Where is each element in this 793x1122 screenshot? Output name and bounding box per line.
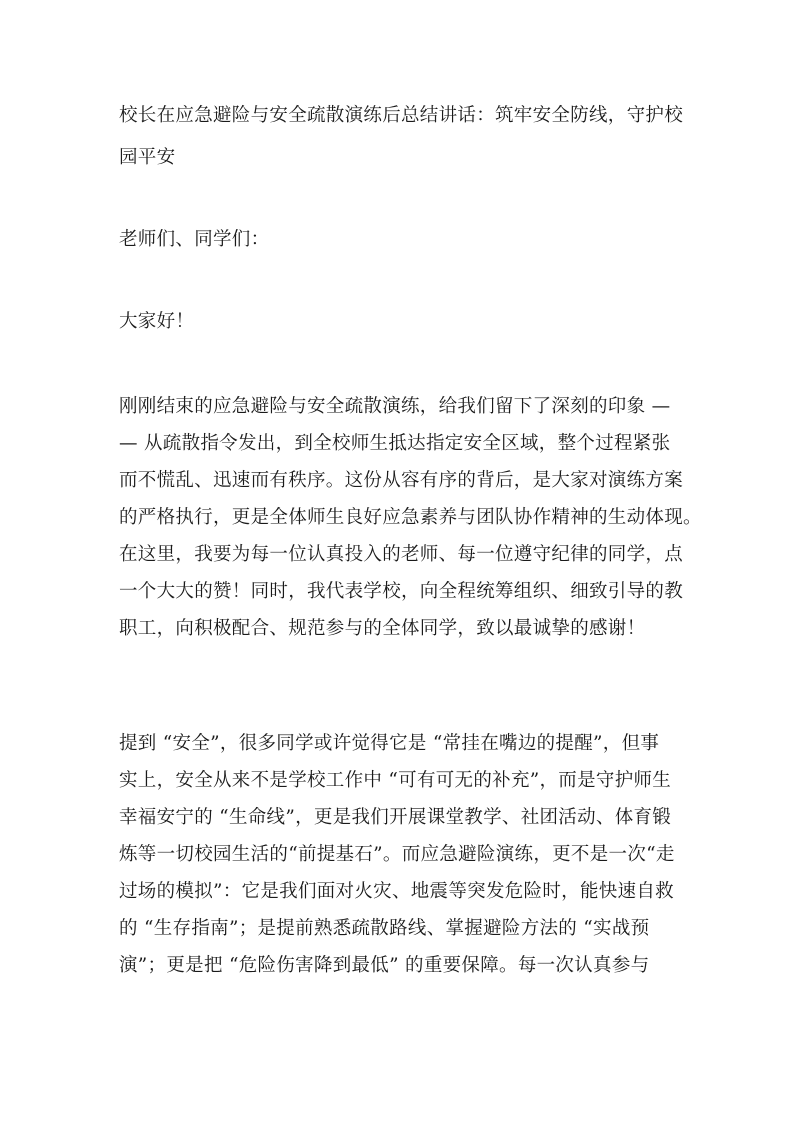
paragraph-1-line: 的严格执行，更是全体师生良好应急素养与团队协作精神的生动体现。: [119, 507, 702, 528]
paragraph-1-line: — 从疏散指令发出，到全校师生抵达指定安全区域，整个过程紧张: [119, 433, 671, 454]
paragraph-1-line: 职工，向积极配合、规范参与的全体同学，致以最诚挚的感谢！: [119, 618, 646, 639]
document-title-line-2: 园平安: [119, 147, 176, 168]
paragraph-1-line: 一个大大的赞！同时，我代表学校，向全程统筹组织、细致引导的教: [119, 581, 684, 602]
paragraph-2-line: 提到 “安全”，很多同学或许觉得它是 “常挂在嘴边的提醒”，但事: [119, 733, 660, 754]
paragraph-1-line: 刚刚结束的应急避险与安全疏散演练，给我们留下了深刻的印象 —: [119, 396, 671, 417]
salutation: 老师们、同学们：: [119, 229, 270, 250]
paragraph-2-line: 演”；更是把 “危险伤害降到最低” 的重要保障。每一次认真参与: [119, 955, 650, 976]
paragraph-2-line: 过场的模拟”：它是我们面对火灾、地震等突发危险时，能快速自救: [119, 881, 674, 902]
paragraph-2-line: 幸福安宁的 “生命线”，更是我们开展课堂教学、社团活动、体育锻: [119, 807, 672, 828]
greeting: 大家好！: [119, 311, 195, 332]
paragraph-2-line: 炼等一切校园生活的“前提基石”。而应急避险演练，更不是一次“走: [119, 844, 675, 865]
paragraph-1-line: 在这里，我要为每一位认真投入的老师、每一位遵守纪律的同学，点: [119, 544, 684, 565]
paragraph-1-line: 而不慌乱、迅速而有秩序。这份从容有序的背后，是大家对演练方案: [119, 470, 684, 491]
document-title-line-1: 校长在应急避险与安全疏散演练后总结讲话：筑牢安全防线，守护校: [119, 105, 684, 126]
paragraph-2-line: 实上，安全从来不是学校工作中 “可有可无的补充”，而是守护师生: [119, 770, 672, 791]
paragraph-2-line: 的 “生存指南”；是提前熟悉疏散路线、掌握避险方法的 “实战预: [119, 918, 650, 939]
